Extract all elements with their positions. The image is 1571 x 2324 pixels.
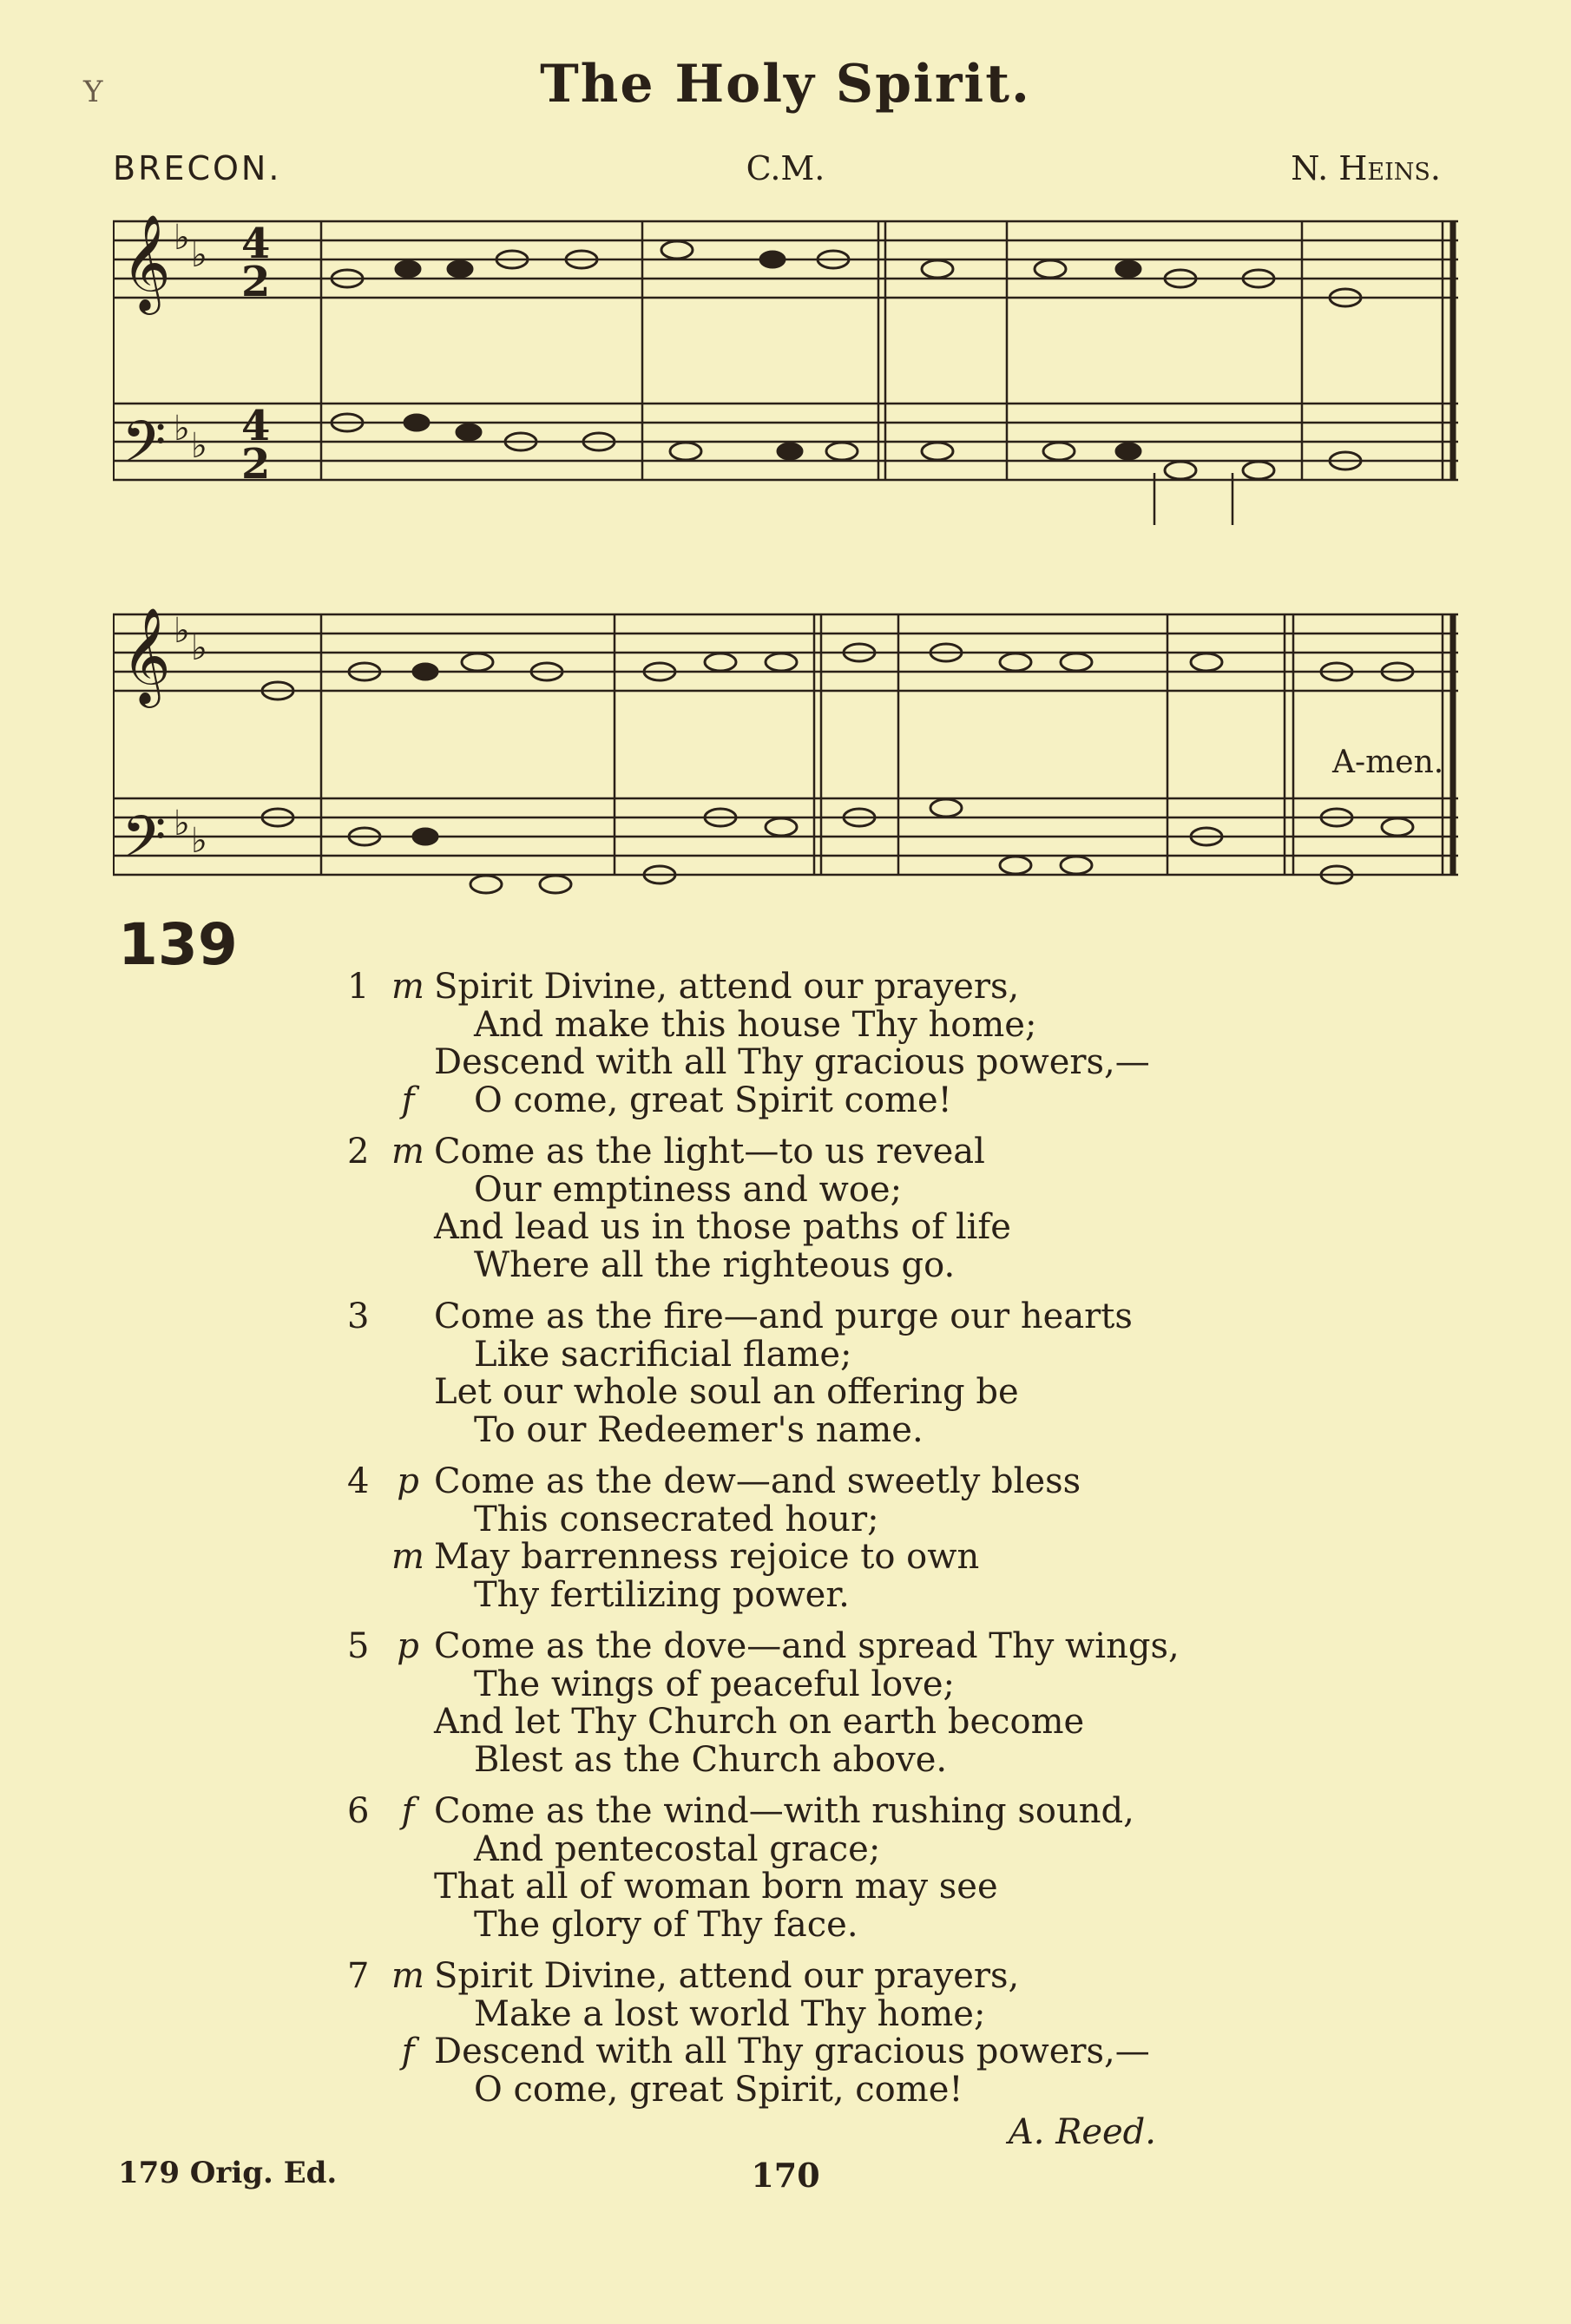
amen-label: A-men.	[1332, 745, 1444, 780]
svg-text:4: 4	[241, 220, 271, 268]
stanza-line	[347, 2033, 1180, 2071]
stanza-line-text: Come as the light—to us reveal	[434, 1132, 985, 1172]
stanza-line-text: Thy fertilizing power.	[474, 1574, 850, 1615]
stanza-line	[347, 1628, 1180, 1666]
stanza-number: 7	[347, 1956, 370, 1996]
tune-name: BRECON.	[113, 149, 282, 187]
stanza-line-text: Blest as the Church above.	[474, 1739, 948, 1780]
stanza-line	[347, 1793, 1180, 1831]
stanza-line	[347, 1993, 1180, 2034]
section-title: The Holy Spirit.	[540, 54, 1031, 115]
stanza-line-text: And make this house Thy home;	[474, 1004, 1037, 1045]
stanza	[347, 1628, 1180, 1779]
stanza-number: 2	[347, 1132, 370, 1172]
stanza-number: 5	[347, 1626, 370, 1666]
stanza-line	[347, 2071, 1180, 2110]
stanza-line	[347, 968, 1180, 1007]
stanza-number: 4	[347, 1461, 370, 1501]
stanza-line-text: That all of woman born may see	[434, 1867, 998, 1907]
stanza-line	[347, 1374, 1180, 1412]
hymn-number: 139	[118, 911, 238, 978]
stanza-line-text: Let our whole soul an offering be	[434, 1372, 1019, 1412]
music-system-1	[113, 213, 1458, 534]
music-notation-system-1	[113, 213, 1458, 534]
stanza-line-text: Spirit Divine, attend our prayers,	[434, 967, 1020, 1007]
music-system-2	[113, 606, 1458, 953]
stanza-line	[347, 1133, 1180, 1172]
svg-text:♭: ♭	[174, 409, 190, 449]
stanza-line-text: O come, great Spirit come!	[474, 1080, 952, 1120]
stanza-line-text: To our Redeemer's name.	[474, 1409, 924, 1450]
svg-text:𝄢: 𝄢	[122, 804, 167, 884]
stanza-line-text: And let Thy Church on earth become	[434, 1702, 1085, 1742]
stanza-line	[347, 1539, 1180, 1577]
stanza-line-text: Come as the dove—and spread Thy wings,	[434, 1626, 1180, 1666]
stanza-line-text: The wings of peaceful love;	[474, 1664, 955, 1704]
svg-text:𝄞: 𝄞	[122, 213, 171, 311]
svg-text:2: 2	[241, 258, 271, 306]
stanza-line	[347, 1501, 1180, 1539]
stanza	[347, 1793, 1180, 1944]
original-edition-reference: 179 Orig. Ed.	[118, 2156, 338, 2190]
svg-text:2: 2	[241, 440, 271, 489]
stanza-line	[347, 1904, 1180, 1945]
stanza-line	[347, 1298, 1180, 1336]
stanza-line	[347, 1082, 1180, 1120]
stanza-number: 6	[347, 1791, 370, 1831]
stanza-line-text: Come as the fire—and purge our hearts	[434, 1297, 1133, 1336]
hymn-author: A. Reed.	[1008, 2112, 1156, 2152]
music-notation-system-2	[113, 606, 1458, 953]
tune-meter: C.M.	[746, 149, 825, 187]
stanza-line	[347, 1336, 1180, 1375]
stanza-line	[347, 1574, 1180, 1615]
stanza-line	[347, 1958, 1180, 1996]
stanza-line-text: This consecrated hour;	[474, 1499, 879, 1539]
dynamic-marking: p	[397, 1626, 419, 1666]
stanza-line-text: And pentecostal grace;	[474, 1828, 881, 1869]
stanza-line-text: And lead us in those paths of life	[434, 1207, 1011, 1247]
stanza-line-text: The glory of Thy face.	[474, 1904, 858, 1945]
dynamic-marking: f	[401, 1080, 415, 1120]
stanza-line	[347, 1868, 1180, 1907]
stanza	[347, 1958, 1180, 2109]
dynamic-marking: m	[391, 1132, 424, 1172]
stanza-line	[347, 1463, 1180, 1501]
stanza-line	[347, 1739, 1180, 1780]
svg-text:♭: ♭	[191, 426, 207, 466]
stanza-line	[347, 1409, 1180, 1450]
svg-text:𝄞: 𝄞	[122, 607, 171, 704]
stanza-line-text: May barrenness rejoice to own	[434, 1537, 980, 1577]
corner-mark: Y	[83, 75, 103, 109]
hymn-stanzas	[347, 968, 1180, 2123]
svg-text:𝄢: 𝄢	[122, 409, 167, 489]
stanza-line-text: O come, great Spirit, come!	[474, 2069, 963, 2110]
stanza-line	[347, 1004, 1180, 1045]
stanza	[347, 1133, 1180, 1284]
stanza-line-text: Descend with all Thy gracious powers,—	[434, 2032, 1150, 2071]
svg-text:♭: ♭	[174, 804, 190, 844]
svg-text:♭: ♭	[174, 611, 190, 651]
svg-text:♭: ♭	[191, 235, 207, 275]
tune-composer: N. Heins.	[1291, 149, 1441, 187]
stanza-line	[347, 1244, 1180, 1285]
stanza-line	[347, 1044, 1180, 1082]
svg-text:♭: ♭	[191, 628, 207, 668]
svg-text:4: 4	[241, 402, 271, 450]
stanza-number: 3	[347, 1297, 370, 1336]
dynamic-marking: m	[391, 1956, 424, 1996]
dynamic-marking: m	[391, 1537, 424, 1577]
stanza-line-text: Come as the wind—with rushing sound,	[434, 1791, 1134, 1831]
stanza-line	[347, 1828, 1180, 1869]
stanza-line-text: Descend with all Thy gracious powers,—	[434, 1042, 1150, 1082]
stanza-line	[347, 1169, 1180, 1210]
stanza	[347, 968, 1180, 1119]
dynamic-marking: p	[397, 1461, 419, 1501]
stanza-line	[347, 1666, 1180, 1704]
stanza	[347, 1298, 1180, 1449]
svg-text:♭: ♭	[191, 821, 207, 861]
stanza-line-text: Come as the dew—and sweetly bless	[434, 1461, 1081, 1501]
stanza-line	[347, 1209, 1180, 1247]
stanza-line-text: Spirit Divine, attend our prayers,	[434, 1956, 1020, 1996]
page-number: 170	[751, 2156, 820, 2195]
dynamic-marking: f	[401, 1791, 415, 1831]
stanza-line	[347, 1704, 1180, 1742]
stanza-number: 1	[347, 967, 370, 1007]
stanza-line-text: Our emptiness and woe;	[474, 1169, 903, 1210]
stanza	[347, 1463, 1180, 1614]
stanza-line-text: Where all the righteous go.	[474, 1244, 956, 1285]
dynamic-marking: f	[401, 2032, 415, 2071]
dynamic-marking: m	[391, 967, 424, 1007]
stanza-line-text: Like sacrificial flame;	[474, 1334, 852, 1375]
stanza-line-text: Make a lost world Thy home;	[474, 1993, 986, 2034]
svg-text:♭: ♭	[174, 218, 190, 258]
